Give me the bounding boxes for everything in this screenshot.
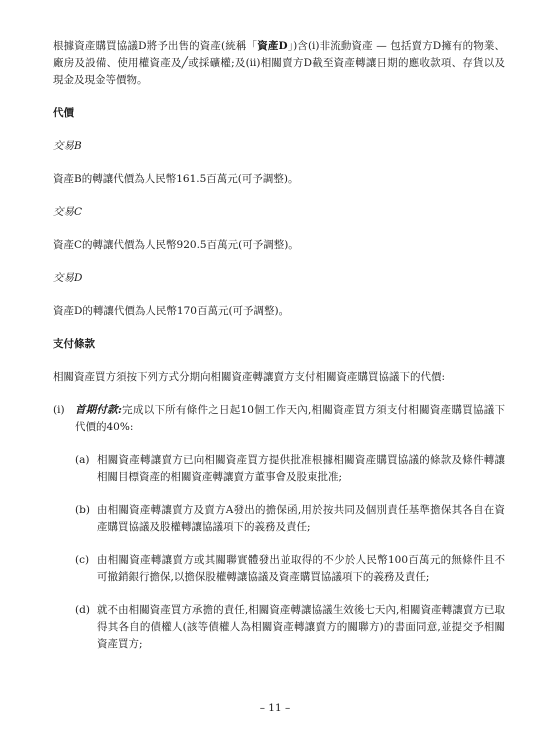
payment-intro: 相關資產買方須按下列方式分期向相關資產轉讓賣方支付相關資產購買協議下的代價:	[53, 371, 446, 383]
transaction-b-label: 交易B	[53, 140, 82, 152]
condition-text: 由相關資產轉讓賣方或其關聯實體發出並取得的不少於人民幣100百萬元的無條件且不可撤銷銀行擔保,以擔保股權轉讓協議及資產購買協議項下的義務及責任;	[97, 554, 505, 583]
intro-paragraph: 根據資產購買協議D將予出售的資產(統稱「資產D」)含(i)非流動資產 — 包括賣方D擁有的物業、廠房及設備、使用權資產及╱或採礦權;及(ii)相關賣方D截至資產轉讓日期的應收款項、存貨以及現金及現金等價物。	[53, 40, 505, 86]
condition-d	[75, 602, 505, 653]
transaction-c-label: 交易C	[53, 206, 83, 218]
page-number: – 11 –	[259, 702, 291, 714]
defined-term: 資產D	[257, 40, 288, 52]
document-body	[53, 38, 505, 669]
condition-text: 由相關資產轉讓賣方及賣方A發出的擔保函,用於按共同及個別責任基準擔保其各自在資產購買協議及股權轉讓協議項下的義務及責任;	[97, 504, 505, 533]
item-text: 首期付款:完成以下所有條件之日起10個工作天內,相關資產買方須支付相關資產購買協議下代價的40%:	[75, 404, 505, 433]
transaction-d-label: 交易D	[53, 272, 83, 284]
transaction-c-text: 資產C的轉讓代價為人民幣920.5百萬元(可予調整)。	[53, 239, 299, 251]
item-number: (i)	[53, 404, 65, 416]
condition-text: 就不由相關資產買方承擔的責任,相關資產轉讓協議生效後七天內,相關資產轉讓賣方已取得其各自的債權人(該等債權人為相關資產轉讓賣方的關聯方)的書面同意,並提交予相關資產買方;	[97, 604, 505, 650]
transaction-d-text: 資產D的轉讓代價為人民幣170百萬元(可予調整)。	[53, 305, 290, 317]
condition-number: (c)	[75, 554, 90, 566]
condition-number: (d)	[75, 604, 90, 616]
payment-heading: 支付條款	[53, 338, 95, 350]
condition-b	[75, 502, 505, 536]
condition-c	[75, 552, 505, 586]
condition-text: 相關資產轉讓賣方已向相關資產買方提供批准根據相關資產購買協議的條款及條件轉讓相關目標資產的相關資產轉讓賣方董事會及股東批准;	[97, 454, 505, 483]
condition-a	[75, 452, 505, 486]
consideration-heading: 代價	[53, 107, 74, 119]
condition-number: (a)	[75, 454, 90, 466]
item-title: 首期付款:	[75, 404, 122, 416]
condition-number: (b)	[75, 504, 90, 516]
transaction-b-text: 資產B的轉讓代價為人民幣161.5百萬元(可予調整)。	[53, 173, 299, 185]
payment-item-i	[53, 402, 505, 436]
